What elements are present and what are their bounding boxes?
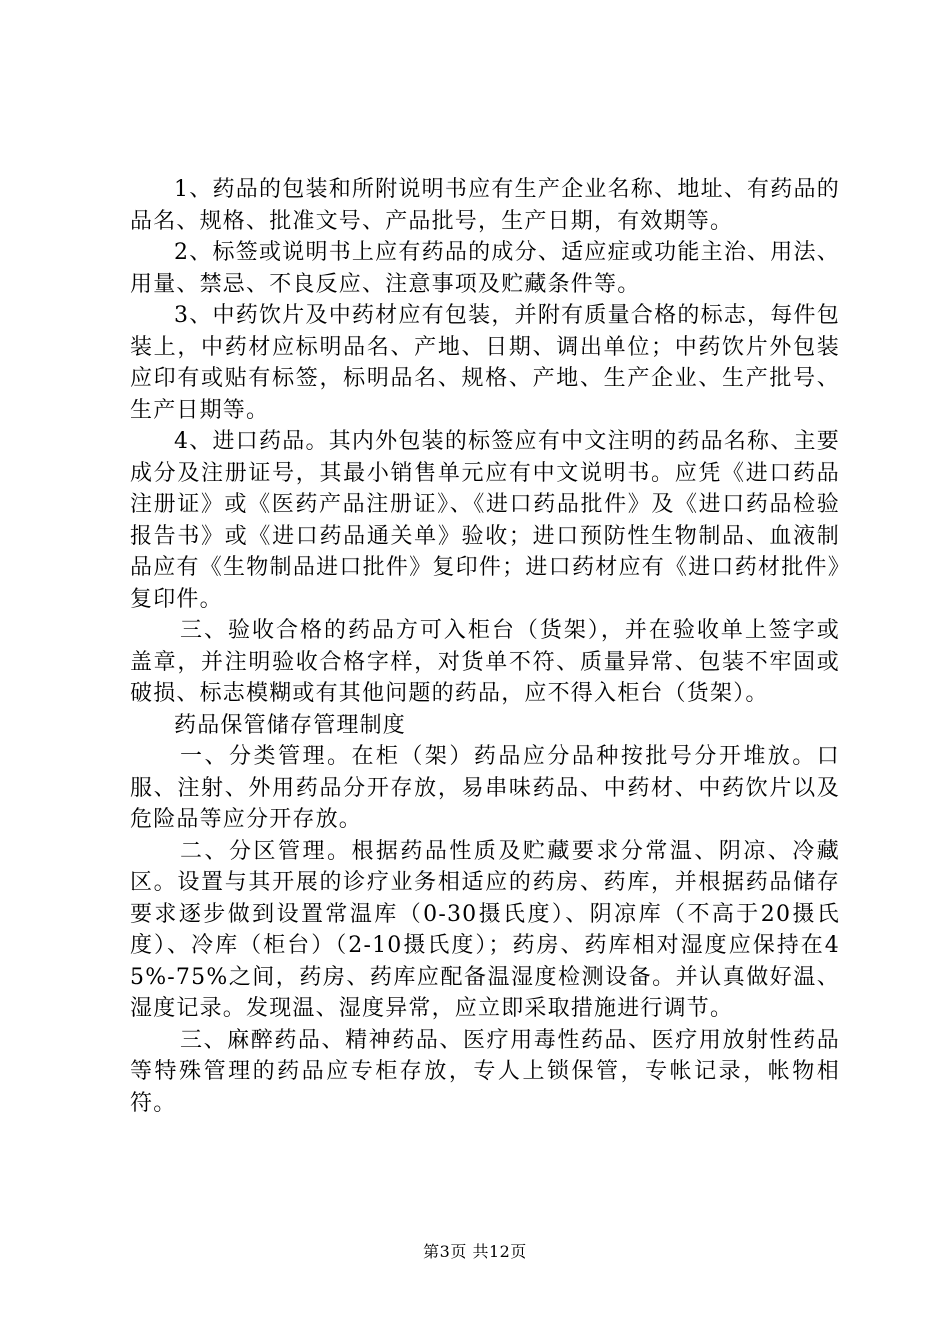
document-body — [130, 174, 840, 1119]
paragraph-herbal-packaging: 3、中药饮片及中药材应有包装，并附有质量合格的标志，每件包装上，中药材应标明品名、产地、日期、调出单位；中药饮片外包装应印有或贴有标签，标明品名、规格、产地、生产企业、生产批号、生产日期等。 — [130, 303, 840, 423]
paragraph-packaging-requirements: 1、药品的包装和所附说明书应有生产企业名称、地址、有药品的品名、规格、批准文号、产品批号，生产日期，有效期等。 — [130, 177, 840, 234]
paragraph-acceptance-shelving: 三、验收合格的药品方可入柜台（货架），并在验收单上签字或盖章，并注明验收合格字样，对货单不符、质量异常、包装不牢固或破损、标志模糊或有其他问题的药品，应不得入柜台（货架）。 — [130, 618, 840, 706]
paragraph-label-requirements: 2、标签或说明书上应有药品的成分、适应症或功能主治、用法、用量、禁忌、不良反应、注意事项及贮藏条件等。 — [130, 240, 840, 297]
paragraph-zone-management: 二、分区管理。根据药品性质及贮藏要求分常温、阴凉、冷藏区。设置与其开展的诊疗业务相适应的药房、药库，并根据药品储存要求逐步做到设置常温库（0-30摄氏度）、阴凉库（不高于20摄氏度）、冷库（柜台）（2-10摄氏度）；药房、药库相对湿度应保持在45%-75%之间，药房、药库应配备温湿度检测设备。并认真做好温、湿度记录。发现温、湿度异常，应立即采取措施进行调节。 — [130, 838, 840, 1021]
page-number-footer: 第3页 共12页 — [423, 1242, 527, 1261]
paragraph-classification-management: 一、分类管理。在柜（架）药品应分品种按批号分开堆放。口服、注射、外用药品分开存放，易串味药品、中药材、中药饮片以及危险品等应分开存放。 — [130, 744, 840, 832]
paragraph-imported-drugs: 4、进口药品。其内外包装的标签应有中文注明的药品名称、主要成分及注册证号，其最小销售单元应有中文说明书。应凭《进口药品注册证》或《医药产品注册证》、《进口药品批件》及《进口药品检验报告书》或《进口药品通关单》验收；进口预防性生物制品、血液制品应有《生物制品进口批件》复印件；进口药材应有《进口药材批件》复印件。 — [130, 429, 840, 612]
paragraph-special-drugs: 三、麻醉药品、精神药品、医疗用毒性药品、医疗用放射性药品等特殊管理的药品应专柜存放，专人上锁保管，专帐记录，帐物相符。 — [130, 1027, 840, 1116]
section-heading-storage-policy: 药品保管储存管理制度 — [174, 712, 407, 738]
